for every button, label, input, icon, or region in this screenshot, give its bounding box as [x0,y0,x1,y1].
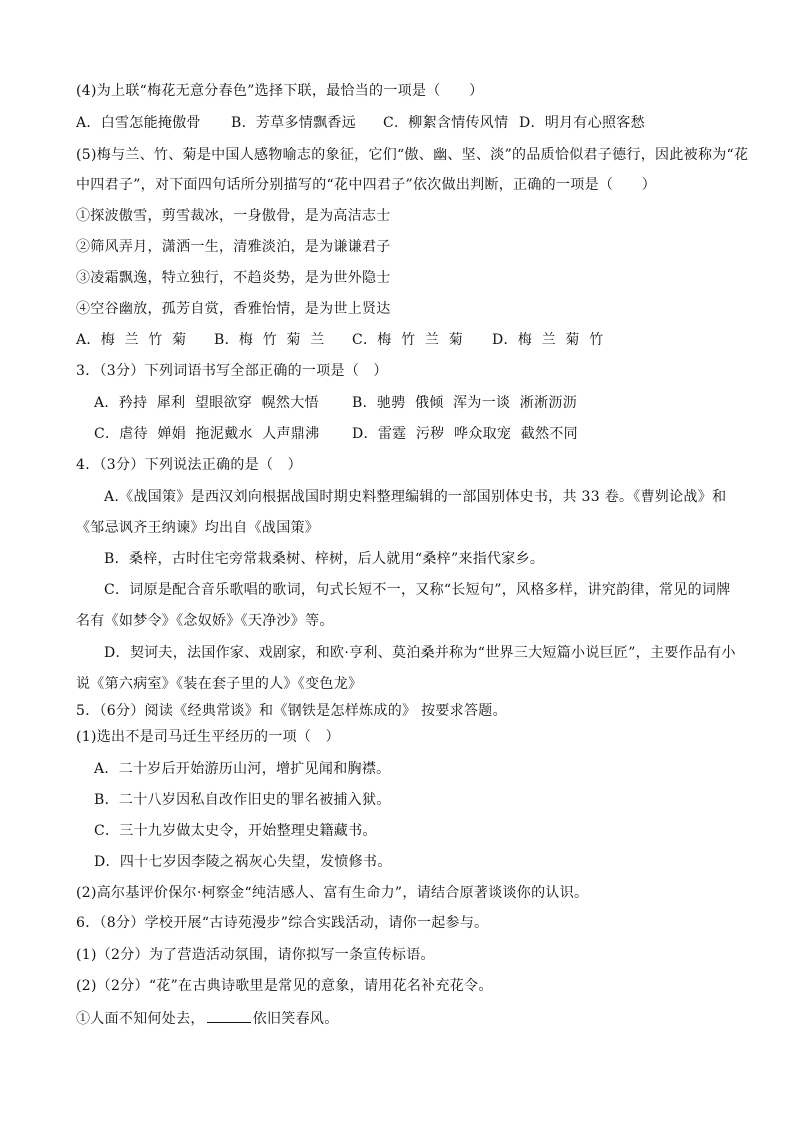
q2-p4-option-c: C．柳絮含情传风情 [383,115,509,131]
q5-p2: (2)高尔基评价保尔·柯察金“纯洁感人、富有生命力”，请结合原著谈谈你的认识。 [76,885,589,901]
q6-p2-item1-before: ①人面不知何处去， [76,1011,205,1027]
q2-p4-stem: (4)为上联“梅花无意分春色”选择下联，最恰当的一项是（ ） [76,83,484,99]
q3-option-d: D．雷霆 污秽 哗众取宠 截然不同 [352,426,578,442]
q6-p1: (1)（2分）为了营造活动氛围，请你拟写一条宣传标语。 [76,947,435,963]
q6-p2-item1 [76,1008,339,1028]
q4-stem: 4．（3分）下列说法正确的是（ ） [76,457,302,473]
q5-p1-option-c: C．三十九岁做太史令，开始整理史籍藏书。 [94,823,377,839]
q2-p5-option-a: A．梅 兰 竹 菊 [76,332,187,348]
q5-p1-option-d: D．四十七岁因李陵之祸灰心失望，发愤修书。 [94,854,392,870]
q2-p5-item-2: ②筛风弄月，潇洒一生，清雅淡泊，是为谦谦君子 [76,239,391,255]
q5-p1-option-a: A．二十岁后开始游历山河，增扩见闻和胸襟。 [94,761,391,777]
q2-p5-item-4: ④空谷幽放，孤芳自赏，香雅怡情，是为世上贤达 [76,301,391,317]
q3-option-c: C．虐待 婵娟 拖泥戴水 人声鼎沸 [94,426,320,442]
q4-option-a-line1: A.《战国策》是西汉刘向根据战国时期史料整理编辑的一部国别体史书，共 33 卷。《曹刿论战》和 [104,489,727,505]
q4-option-a-line2: 《邹忌讽齐王纳谏》均出自《战国策》 [76,520,320,536]
q2-p5-item-1: ①探波傲雪，剪雪裁冰，一身傲骨，是为高洁志士 [76,208,391,224]
q6-p2-item1-after: 依旧笑春风。 [252,1011,339,1027]
q2-p5-stem-line2: 中四君子”，对下面四句话所分别描写的“花中四君子”依次做出判断，正确的一项是（ ） [76,177,657,193]
q2-p5-option-c: C．梅 竹 兰 菊 [352,332,464,348]
q2-p5-options [76,331,604,349]
q2-p4-options [76,114,645,132]
q2-p5-option-d: D．梅 兰 菊 竹 [492,332,604,348]
q2-p4-option-d: D．明月有心照客愁 [519,115,645,131]
q3-options-row2 [94,425,578,443]
q2-p5-stem-line1: (5)梅与兰、竹、菊是中国人感物喻志的象征，它们“傲、幽、坚、淡”的品质恰似君子德行，因此被称为“花 [76,147,749,163]
q2-p5-option-b: B．梅 竹 菊 兰 [214,332,325,348]
answer-blank[interactable] [207,1008,251,1023]
q4-option-c-line2: 名有《如梦令》《念奴娇》《天净沙》等。 [76,613,334,629]
q3-option-b: B．驰骋 俄倾 浑为一谈 淅淅沥沥 [352,395,577,411]
q3-options-row1 [94,394,577,412]
q2-p4-option-b: B．芳草多情飘香远 [231,115,356,131]
q5-p1-option-b: B．二十八岁因私自改作旧史的罪名被捕入狱。 [94,792,391,808]
q4-option-d-line2: 说《第六病室》《装在套子里的人》《变色龙》 [76,676,363,692]
q6-p2: (2)（2分）“花”在古典诗歌里是常见的意象，请用花名补充花令。 [76,978,493,994]
q4-option-c-line1: C．词原是配合音乐歌唱的歌词，句式长短不一，又称“长短句”，风格多样，讲究韵律，常见的词牌 [104,582,731,598]
q3-option-a: A．矜持 犀利 望眼欲穿 幌然大悟 [94,395,319,411]
q2-p5-item-3: ③凌霜飘逸，特立独行，不趋炎势，是为世外隐士 [76,270,391,286]
q2-p4-option-a: A．白雪怎能掩傲骨 [76,115,201,131]
q4-option-d-line1: D．契诃夫，法国作家、戏剧家，和欧·亨利、莫泊桑并称为“世界三大短篇小说巨匠”，主要作品有小 [104,645,736,661]
q4-option-b-line1: B．桑梓，古时住宅旁常栽桑树、梓树，后人就用“桑梓”来指代家乡。 [104,551,545,567]
q5-stem: 5．（6分）阅读《经典常谈》和《钢铁是怎样炼成的》 按要求答题。 [76,703,507,719]
q5-p1-stem: (1)选出不是司马迁生平经历的一项（ ） [76,729,340,745]
q3-stem: 3．（3分）下列词语书写全部正确的一项是（ ） [76,363,388,379]
q6-stem: 6．（8分）学校开展“古诗苑漫步”综合实践活动，请你一起参与。 [76,915,489,931]
